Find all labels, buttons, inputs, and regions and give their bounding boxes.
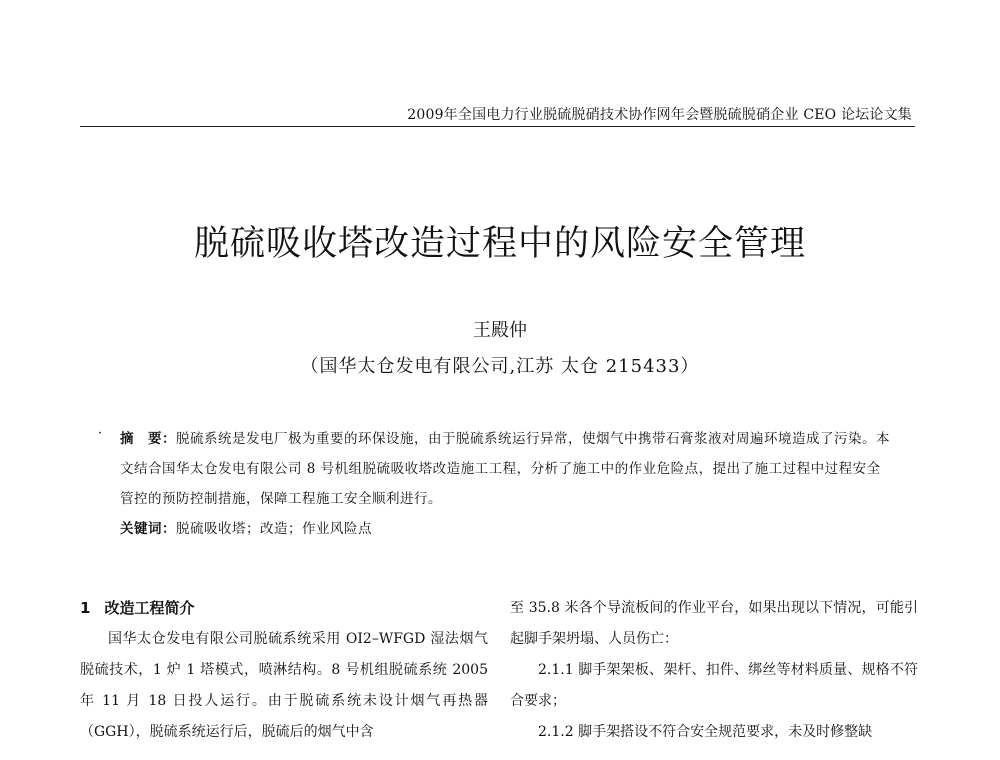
section-heading [80,593,488,624]
continued-paragraph: 至 35.8 米各个导流板间的作业平台，如果出现以下情况，可能引起脚手架坍塌、人员伤亡： [510,600,918,647]
author-affiliation: （国华太仓发电有限公司,江苏 太仓 215433） [300,356,700,377]
header-rule [80,126,915,127]
author-name: 王殿仲 [473,320,527,341]
running-header: 2009年全国电力行业脱硫脱硝技术协作网年会暨脱硫脱硝企业 CEO 论坛论文集 [407,107,912,123]
list-item-2-1-2: 2.1.2 脚手架搭设不符合安全规范要求，未及时修整缺 [538,724,873,740]
abstract-paragraph [120,424,890,514]
margin-dot: · [98,426,103,441]
abstract-block [120,424,890,544]
section-title: 改造工程简介 [104,599,195,617]
paper-title: 脱硫吸收塔改造过程中的风险安全管理 [193,224,806,264]
keywords-line [120,514,890,544]
keywords-text: 脱硫吸收塔；改造；作业风险点 [176,521,372,537]
right-column [510,593,918,748]
keywords-label: 关键词： [120,521,176,537]
intro-paragraph: 国华太仓发电有限公司脱硫系统采用 OI2–WFGD 湿法烟气脱硫技术，1 炉 1 塔模式，喷淋结构。8 号机组脱硫系统 2005 年 11 月 18 日投人运行。由于脱硫系统未设计烟气再热器（GGH），脱硫系统运行后，脱硫后的烟气中含 [80,631,488,740]
list-item-2-1-1: 2.1.1 脚手架架板、架杆、扣件、绑丝等材料质量、规格不符合要求； [510,662,918,709]
section-number: 1 [80,599,91,617]
left-column [80,593,488,748]
abstract-label: 摘 要： [120,431,176,447]
abstract-text: 脱硫系统是发电厂极为重要的环保设施，由于脱硫系统运行异常，使烟气中携带石膏浆液对周遍环境造成了污染。本文结合国华太仓发电有限公司 8 号机组脱硫吸收塔改造施工工程，分析了施工中的作业危险点，提出了施工过程中过程安全管控的预防控制措施，保障工程施工安全顺利进行。 [120,431,890,507]
